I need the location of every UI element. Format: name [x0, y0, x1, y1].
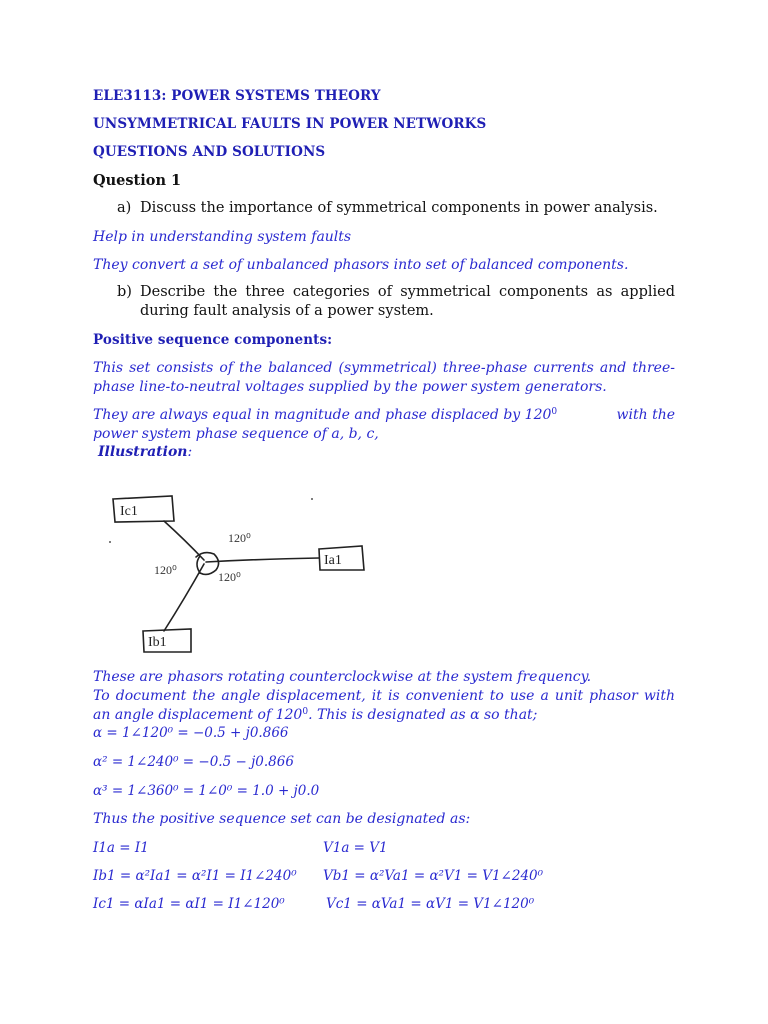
- label-ib1: Ib1: [148, 635, 167, 650]
- part-b-line1: Describe the three categories of symmetrical components as applied: [140, 284, 675, 300]
- ia1-phasor: [206, 558, 319, 562]
- paragraph-2-line2: power system phase sequence of a, b, c,: [93, 426, 379, 442]
- paragraph-2-line1-end: with the: [616, 407, 675, 423]
- part-b-marker: b): [117, 284, 132, 300]
- paragraph-2-line1: [93, 406, 675, 425]
- after-line3: an angle displacement of $120^0$. This is designated as α so that;: [93, 707, 538, 723]
- ic1-phasor: [164, 521, 204, 560]
- question-title: Question 1: [93, 172, 182, 189]
- angle-top-label: 120⁰: [228, 531, 251, 545]
- angle-bottom-label: 120⁰: [218, 570, 241, 584]
- label-ia1: Ia1: [324, 553, 342, 568]
- voltage-eq-1: V1a = V1: [323, 840, 388, 856]
- current-eq-3: Ic1 = αIa1 = αI1 = I1∠120⁰: [93, 896, 285, 912]
- illustration-label: Illustration:: [98, 444, 193, 460]
- thus-line: Thus the positive sequence set can be designated as:: [93, 811, 471, 827]
- answer-a-1: Help in understanding system faults: [93, 229, 352, 245]
- course-title: ELE3113: POWER SYSTEMS THEORY: [93, 88, 381, 104]
- angle-left-label: 120⁰: [154, 563, 177, 577]
- voltage-eq-2: Vb1 = α²Va1 = α²V1 = V1∠240⁰: [323, 868, 544, 884]
- current-eq-1: I1a = I1: [93, 840, 149, 856]
- paragraph-1-line2: phase line-to-neutral voltages supplied by the power system generators.: [93, 379, 607, 395]
- part-b-line2: during fault analysis of a power system.: [140, 303, 434, 319]
- voltage-eq-3: Vc1 = αVa1 = αV1 = V1∠120⁰: [326, 896, 535, 912]
- subtitle: QUESTIONS AND SOLUTIONS: [93, 144, 326, 160]
- equation-alpha: α = 1∠120⁰ = −0.5 + j0.866: [93, 725, 289, 741]
- phasor-diagram: [100, 480, 400, 665]
- stray-dot: [311, 498, 313, 500]
- current-eq-2: Ib1 = α²Ia1 = α²I1 = I1∠240⁰: [93, 868, 297, 884]
- equation-alpha-cubed: α³ = 1∠360⁰ = 1∠0⁰ = 1.0 + j0.0: [93, 783, 320, 799]
- after-line2: To document the angle displacement, it is convenient to use a unit phasor with: [93, 688, 675, 704]
- answer-a-2: They convert a set of unbalanced phasors into set of balanced components.: [93, 257, 629, 273]
- stray-dot: [109, 541, 111, 543]
- section-heading: Positive sequence components:: [93, 332, 333, 348]
- paragraph-1-line1: This set consists of the balanced (symmetrical) three-phase currents and three-: [93, 360, 675, 376]
- part-a-text: Discuss the importance of symmetrical components in power analysis.: [140, 200, 658, 216]
- topic-title: UNSYMMETRICAL FAULTS IN POWER NETWORKS: [93, 116, 487, 132]
- part-a-marker: a): [117, 200, 132, 216]
- label-ic1: Ic1: [120, 504, 138, 519]
- paragraph-2-line1-main: They are always equal in magnitude and phase displaced by $120^0$: [93, 407, 558, 423]
- equation-alpha-squared: α² = 1∠240⁰ = −0.5 − j0.866: [93, 754, 294, 770]
- after-line1: These are phasors rotating counterclockwise at the system frequency.: [93, 669, 592, 685]
